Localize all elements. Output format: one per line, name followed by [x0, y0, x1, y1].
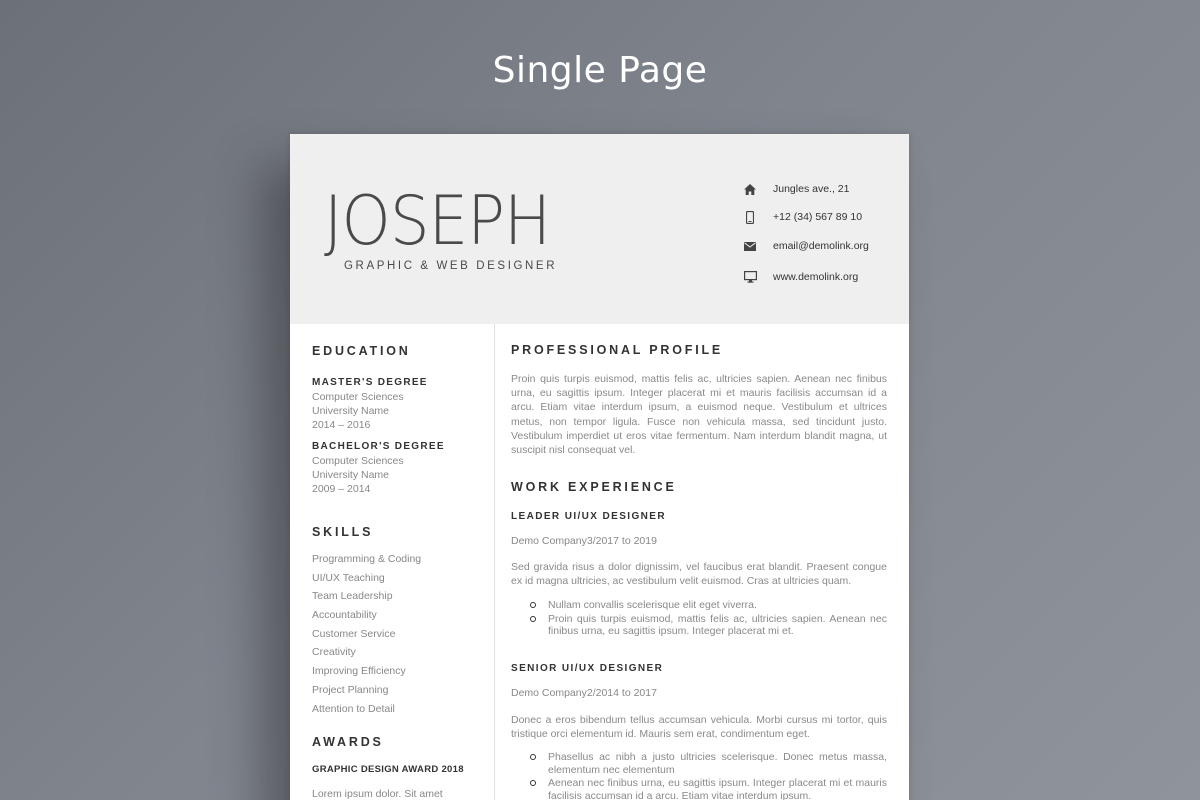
- award-description: Lorem ipsum dolor. Sit amet: [312, 788, 443, 800]
- degree-title: BACHELOR'S DEGREE: [312, 441, 445, 452]
- skills-heading: SKILLS: [312, 525, 374, 539]
- education-heading: EDUCATION: [312, 344, 411, 358]
- job-bullet-text: Phasellus ac nibh a justo ultricies scelerisque. Donec metus massa, elementum nec elementum: [548, 751, 887, 776]
- contact-email: [742, 239, 902, 253]
- contact-email-text: email@demolink.org: [773, 240, 869, 252]
- candidate-role: GRAPHIC & WEB DESIGNER: [344, 260, 558, 272]
- profile-text: Proin quis turpis euismod, mattis felis ac, ultricies sapien. Aenean nec finibus urna, eu sagittis ipsum. Integer placerat mi et mauris facilisis accumsan id a arcu. Etiam vitae interdum ipsum, a euismod neque. Vestibulum et ultrices metus, non tempor ligula. Fusce non vehicula massa, sed tincidunt justo. Vestibulum imperdiet ut eros vitae fermentum. Nam interdum blandit magna, ut suscipit nisl consequat vel.: [511, 373, 887, 457]
- job-bullet: [529, 777, 887, 800]
- bullet-circle-icon: [530, 780, 536, 786]
- home-icon: [742, 182, 758, 196]
- job-bullet-text: Aenean nec finibus urna, eu sagittis ipsum. Integer placerat mi et mauris facilisis accumsan id a arcu. Etiam vitae interdum ipsum.: [548, 777, 887, 800]
- degree-field: Computer Sciences: [312, 455, 404, 467]
- job-bullet-list: [529, 751, 887, 800]
- job-bullet: [529, 613, 887, 638]
- skill-item: Creativity: [312, 646, 356, 658]
- degree-school: University Name: [312, 469, 390, 481]
- award-title: GRAPHIC DESIGN AWARD 2018: [312, 764, 464, 775]
- job-bullet-list: [529, 599, 887, 639]
- resume-page: [290, 134, 909, 800]
- job-bullet: [529, 599, 887, 612]
- contact-address: [742, 182, 902, 196]
- skill-item: Customer Service: [312, 628, 396, 640]
- contact-address-text: Jungles ave., 21: [773, 183, 850, 195]
- bullet-circle-icon: [530, 754, 536, 760]
- contact-website-text: www.demolink.org: [773, 271, 859, 283]
- degree-school: University Name: [312, 405, 390, 417]
- job-bullet-text: Nullam convallis scelerisque elit eget viverra.: [548, 599, 757, 611]
- skill-item: Accountability: [312, 609, 377, 621]
- envelope-icon: [742, 239, 758, 253]
- skill-item: Attention to Detail: [312, 703, 395, 715]
- skill-item: Project Planning: [312, 684, 389, 696]
- degree-field: Computer Sciences: [312, 391, 404, 403]
- skill-item: Programming & Coding: [312, 553, 422, 565]
- bullet-circle-icon: [530, 616, 536, 622]
- contact-website: [742, 270, 902, 284]
- skill-item: Team Leadership: [312, 590, 393, 602]
- degree-years: 2009 – 2014: [312, 483, 371, 495]
- degree-title: MASTER'S DEGREE: [312, 377, 428, 388]
- job-bullet-text: Proin quis turpis euismod, mattis felis ac, ultricies sapien. Aenean nec finibus urna, eu sagittis ipsum. Integer placerat mi et.: [548, 612, 887, 637]
- job-bullet: [529, 751, 887, 776]
- job-company: Demo Company2/2014 to 2017: [511, 687, 657, 699]
- banner-title: Single Page: [492, 50, 708, 91]
- job-title: SENIOR UI/UX DESIGNER: [511, 663, 664, 674]
- contact-phone-text: +12 (34) 567 89 10: [773, 211, 863, 223]
- resume-header: [290, 134, 909, 324]
- job-title: LEADER UI/UX DESIGNER: [511, 511, 666, 522]
- work-experience-heading: WORK EXPERIENCE: [511, 480, 677, 494]
- column-divider: [494, 324, 495, 800]
- mobile-phone-icon: [742, 210, 758, 224]
- job-summary: Donec a eros bibendum tellus accumsan vehicula. Morbi cursus mi tortor, quis tristique orci elementum id. Mauris sem erat, condimentum eget.: [511, 714, 887, 741]
- skill-item: Improving Efficiency: [312, 665, 406, 677]
- job-summary: Sed gravida risus a dolor dignissim, vel faucibus erat blandit. Praesent congue ex id magna ultricies, ac vestibulum velit euismod. Cras at ultricies quam.: [511, 561, 887, 588]
- contact-phone: [742, 210, 902, 224]
- bullet-circle-icon: [530, 602, 536, 608]
- candidate-name: JOSEPH: [324, 182, 551, 261]
- monitor-icon: [742, 270, 758, 284]
- profile-heading: PROFESSIONAL PROFILE: [511, 343, 724, 357]
- awards-heading: AWARDS: [312, 735, 384, 749]
- degree-years: 2014 – 2016: [312, 419, 371, 431]
- job-company: Demo Company3/2017 to 2019: [511, 535, 657, 547]
- skill-item: UI/UX Teaching: [312, 572, 385, 584]
